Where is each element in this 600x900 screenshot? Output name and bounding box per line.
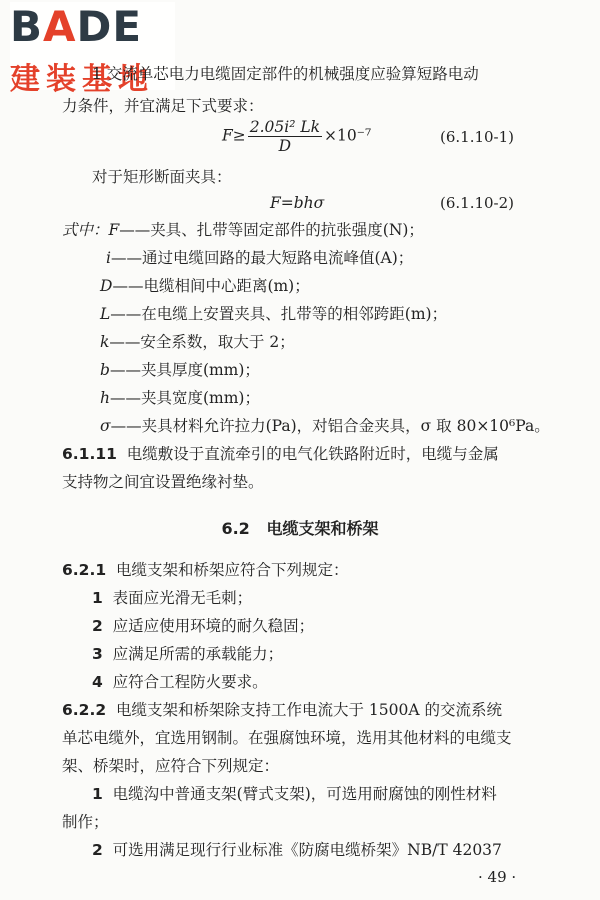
list-item: 3 应满足所需的承载能力；	[92, 645, 284, 663]
intro-line-1: 1 交流单芯电力电缆固定部件的机械强度应验算短路电动	[92, 65, 479, 83]
list-item: 1 电缆沟中普通支架(臂式支架)，可选用耐腐蚀的刚性材料	[92, 785, 497, 803]
logo-wordmark: BADE	[10, 2, 143, 51]
section-heading-6-2: 6.2 电缆支架和桥架	[221, 519, 379, 538]
list-item: 4 应符合工程防火要求。	[92, 673, 268, 691]
formula-number-2: (6.1.10-2)	[440, 194, 515, 212]
definition-item: k——安全系数，取大于 2；	[100, 333, 295, 351]
clause-6-2-1: 6.2.1 电缆支架和桥架应符合下列规定：	[62, 561, 349, 579]
list-item: 2 应适应使用环境的耐久稳固；	[92, 617, 315, 635]
clause-6-2-2-cont: 单芯电缆外，宜选用钢制。在强腐蚀环境，选用其他材料的电缆支	[62, 729, 512, 747]
definition-item: b——夹具厚度(mm)；	[100, 361, 260, 379]
definition-item: i——通过电缆回路的最大短路电流峰值(A)；	[106, 249, 414, 267]
intro-line-2: 力条件，并宜满足下式要求：	[62, 97, 264, 115]
rect-clamp-text: 对于矩形断面夹具：	[92, 168, 232, 186]
definition-item: L——在电缆上安置夹具、扎带等的相邻跨距(m)；	[100, 305, 448, 323]
definition-item: 式中：F——夹具、扎带等固定部件的抗张强度(N)；	[62, 221, 424, 239]
formula-6-1-10-2: F=bhσ	[270, 194, 325, 212]
definition-item: D——电缆相间中心距离(m)；	[100, 277, 310, 295]
definition-item: h——夹具宽度(mm)；	[100, 389, 260, 407]
list-item: 1 表面应光滑无毛刺；	[92, 589, 253, 607]
clause-6-2-2: 6.2.2 电缆支架和桥架除支持工作电流大于 1500A 的交流系统	[62, 701, 502, 719]
definition-item: σ——夹具材料允许拉力(Pa)，对铝合金夹具，σ 取 80×10⁶Pa。	[100, 417, 550, 435]
logo-subtitle: 建装基地	[10, 62, 154, 97]
clause-6-1-11-cont: 支持物之间宜设置绝缘衬垫。	[62, 473, 264, 491]
list-item: 2 可选用满足现行行业标准《防腐电缆桥架》NB/T 42037	[92, 841, 502, 859]
list-item-cont: 制作；	[62, 813, 109, 831]
formula-number-1: (6.1.10-1)	[440, 128, 515, 146]
page-number: · 49 ·	[478, 868, 517, 886]
formula-6-1-10-1: F≥ $\frac{\text{2.05i² Lk}}{D}$ ×10⁻⁷	[222, 118, 372, 155]
clause-6-2-2-cont: 架、桥架时，应符合下列规定：	[62, 757, 280, 775]
clause-6-1-11: 6.1.11 电缆敷设于直流牵引的电气化铁路附近时，电缆与金属	[62, 445, 499, 463]
